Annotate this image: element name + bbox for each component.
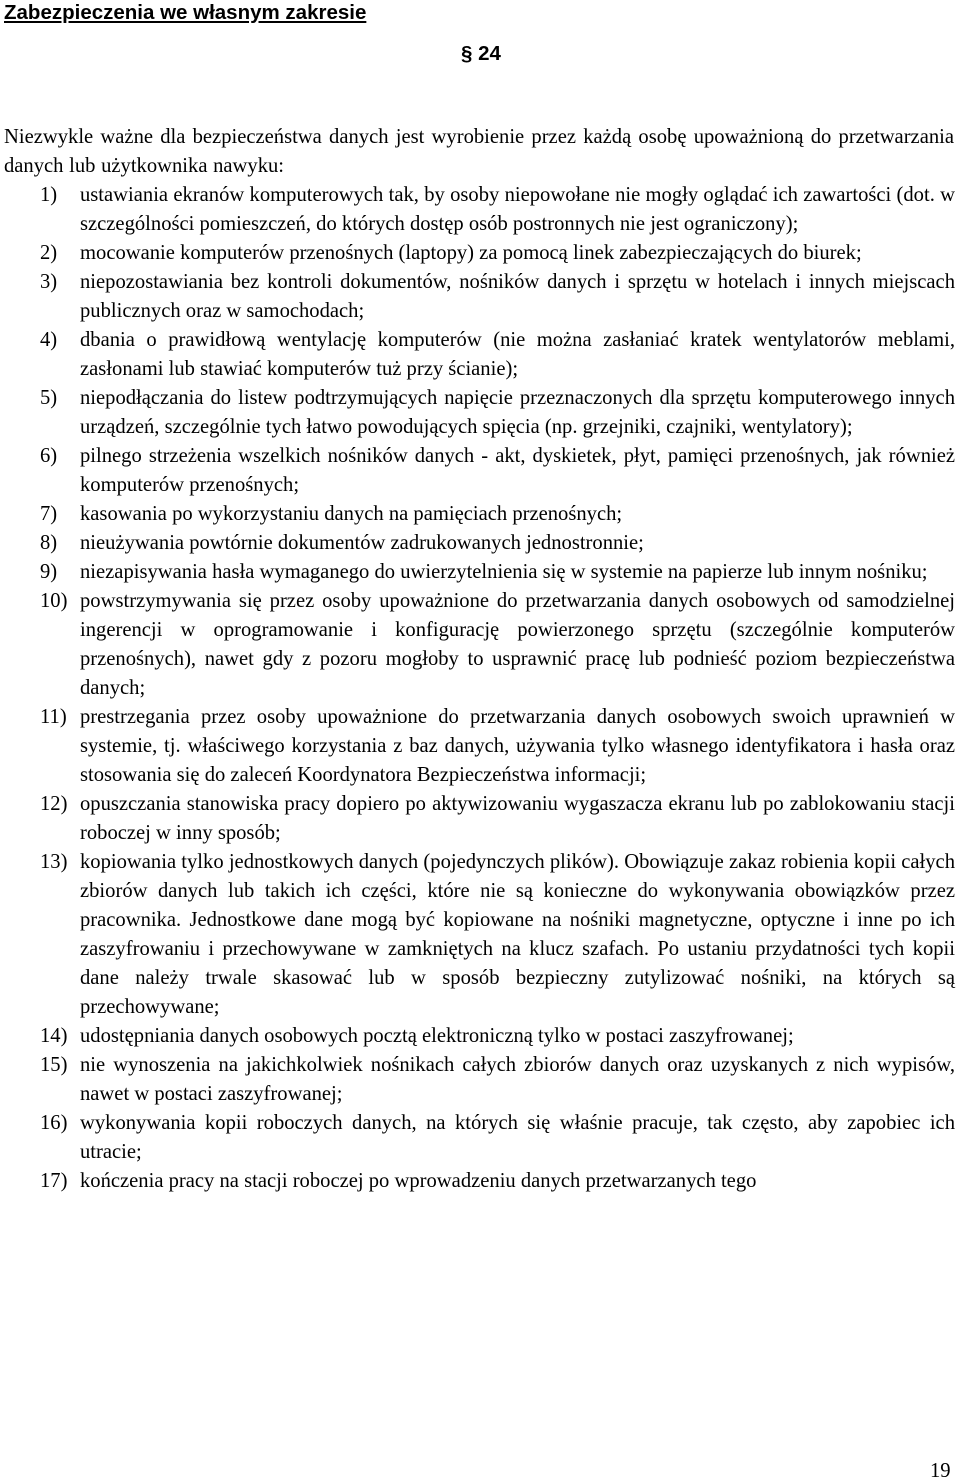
- list-item-number: 8): [40, 532, 58, 554]
- list-item: [4, 1109, 955, 1167]
- list-item-number: 17): [40, 1170, 68, 1192]
- list-item: [4, 703, 955, 790]
- list-item-number: 15): [40, 1054, 68, 1076]
- list-item-number: 2): [40, 242, 58, 264]
- list-item: [4, 1022, 955, 1051]
- list-item-number: 14): [40, 1025, 68, 1047]
- list-item-text: prestrzegania przez osoby upoważnione do przetwarzania danych osobowych swoich uprawnień w systemie, tj. właściwego korzystania z baz danych, używania tylko własnego identyfikatora i hasła oraz stosowania się do zaleceń Koordynatora Bezpieczeństwa informacji;: [80, 706, 955, 786]
- paragraph-number: § 24: [461, 42, 501, 65]
- list-item-text: pilnego strzeżenia wszelkich nośników danych - akt, dyskietek, płyt, pamięci przenośnych, jak również komputerów przenośnych;: [80, 445, 955, 496]
- list-item: [4, 384, 955, 442]
- list-item-number: 1): [40, 184, 58, 206]
- list-item-text: kończenia pracy na stacji roboczej po wprowadzeniu danych przetwarzanych tego: [80, 1170, 757, 1192]
- list-item-number: 7): [40, 503, 58, 525]
- list-item-text: udostępniania danych osobowych pocztą elektroniczną tylko w postaci zaszyfrowanej;: [80, 1025, 794, 1047]
- list-item-text: nieużywania powtórnie dokumentów zadrukowanych jednostronnie;: [80, 532, 644, 554]
- page-number: 19: [930, 1460, 951, 1482]
- list-item: [4, 558, 955, 587]
- list-item: [4, 848, 955, 1022]
- list-item: [4, 181, 955, 239]
- list-item: [4, 790, 955, 848]
- list-item-text: nie wynoszenia na jakichkolwiek nośnikach całych zbiorów danych oraz uzyskanych z nich wypisów, nawet w postaci zaszyfrowanej;: [80, 1054, 955, 1105]
- list-item-number: 6): [40, 445, 58, 467]
- list-item-number: 16): [40, 1112, 68, 1134]
- list-item-text: mocowanie komputerów przenośnych (laptopy) za pomocą linek zabezpieczających do biurek;: [80, 242, 862, 264]
- list-item: [4, 587, 955, 703]
- list-item: [4, 326, 955, 384]
- list-item-text: ustawiania ekranów komputerowych tak, by osoby niepowołane nie mogły oglądać ich zawartości (dot. w szczególności pomieszczeń, do których dostęp osób postronnych nie jest ograniczony);: [80, 184, 955, 235]
- list-item: [4, 442, 955, 500]
- list-item-text: niepodłączania do listew podtrzymujących napięcie przeznaczonych dla sprzętu komputerowego innych urządzeń, szczególnie tych łatwo powodujących spięcia (np. grzejniki, czajniki, wentylatory);: [80, 387, 955, 438]
- list-item: [4, 239, 955, 268]
- list-item: [4, 500, 955, 529]
- list-item-text: dbania o prawidłową wentylację komputerów (nie można zasłaniać kratek wentylatorów meblami, zasłonami lub stawiać komputerów tuż przy ścianie);: [80, 329, 955, 380]
- list-item-number: 3): [40, 271, 58, 293]
- list-item-number: 12): [40, 793, 68, 815]
- list-item-text: powstrzymywania się przez osoby upoważnione do przetwarzania danych osobowych od samodzielnej ingerencji w oprogramowanie i konfigurację powierzonego sprzętu (szczególnie komputerów przenośnych), nawet gdy z pozoru mogłoby to usprawnić pracę lub podnieść poziom bezpieczeństwa danych;: [80, 590, 955, 699]
- list-item: [4, 1167, 955, 1196]
- list-item-number: 11): [40, 706, 67, 728]
- list-item-text: kasowania po wykorzystaniu danych na pamięciach przenośnych;: [80, 503, 623, 525]
- list-item: [4, 268, 955, 326]
- obligations-list: [4, 181, 955, 1196]
- list-item-number: 4): [40, 329, 58, 351]
- list-item-text: kopiowania tylko jednostkowych danych (pojedynczych plików). Obowiązuje zakaz robienia kopii całych zbiorów danych lub takich ich części, które nie są konieczne do wykonywania obowiązków przez pracownika. Jednostkowe dane mogą być kopiowane na nośniki magnetyczne, optyczne i inne po ich zaszyfrowaniu i przechowywane w zamkniętych na klucz szafach. Po ustaniu przydatności tych kopii dane należy trwale skasować lub w sposób bezpieczny zutylizować nośniki, na których są przechowywane;: [80, 851, 955, 1018]
- list-item-number: 5): [40, 387, 58, 409]
- list-item-text: niepozostawiania bez kontroli dokumentów, nośników danych i sprzętu w hotelach i innych miejscach publicznych oraz w samochodach;: [80, 271, 955, 322]
- list-item-text: opuszczania stanowiska pracy dopiero po aktywizowaniu wygaszacza ekranu lub po zablokowaniu stacji roboczej w inny sposób;: [80, 793, 955, 844]
- intro-paragraph: Niezwykle ważne dla bezpieczeństwa danych jest wyrobienie przez każdą osobę upoważnioną do przetwarzania danych lub użytkownika nawyku:: [4, 126, 954, 177]
- section-heading: Zabezpieczenia we własnym zakresie: [4, 1, 367, 24]
- list-item-number: 10): [40, 590, 68, 612]
- list-item-text: wykonywania kopii roboczych danych, na których się właśnie pracuje, tak często, aby zapobiec ich utracie;: [80, 1112, 955, 1163]
- list-item: [4, 529, 955, 558]
- list-item-number: 13): [40, 851, 68, 873]
- list-item: [4, 1051, 955, 1109]
- list-item-number: 9): [40, 561, 58, 583]
- list-item-text: niezapisywania hasła wymaganego do uwierzytelnienia się w systemie na papierze lub innym nośniku;: [80, 561, 928, 583]
